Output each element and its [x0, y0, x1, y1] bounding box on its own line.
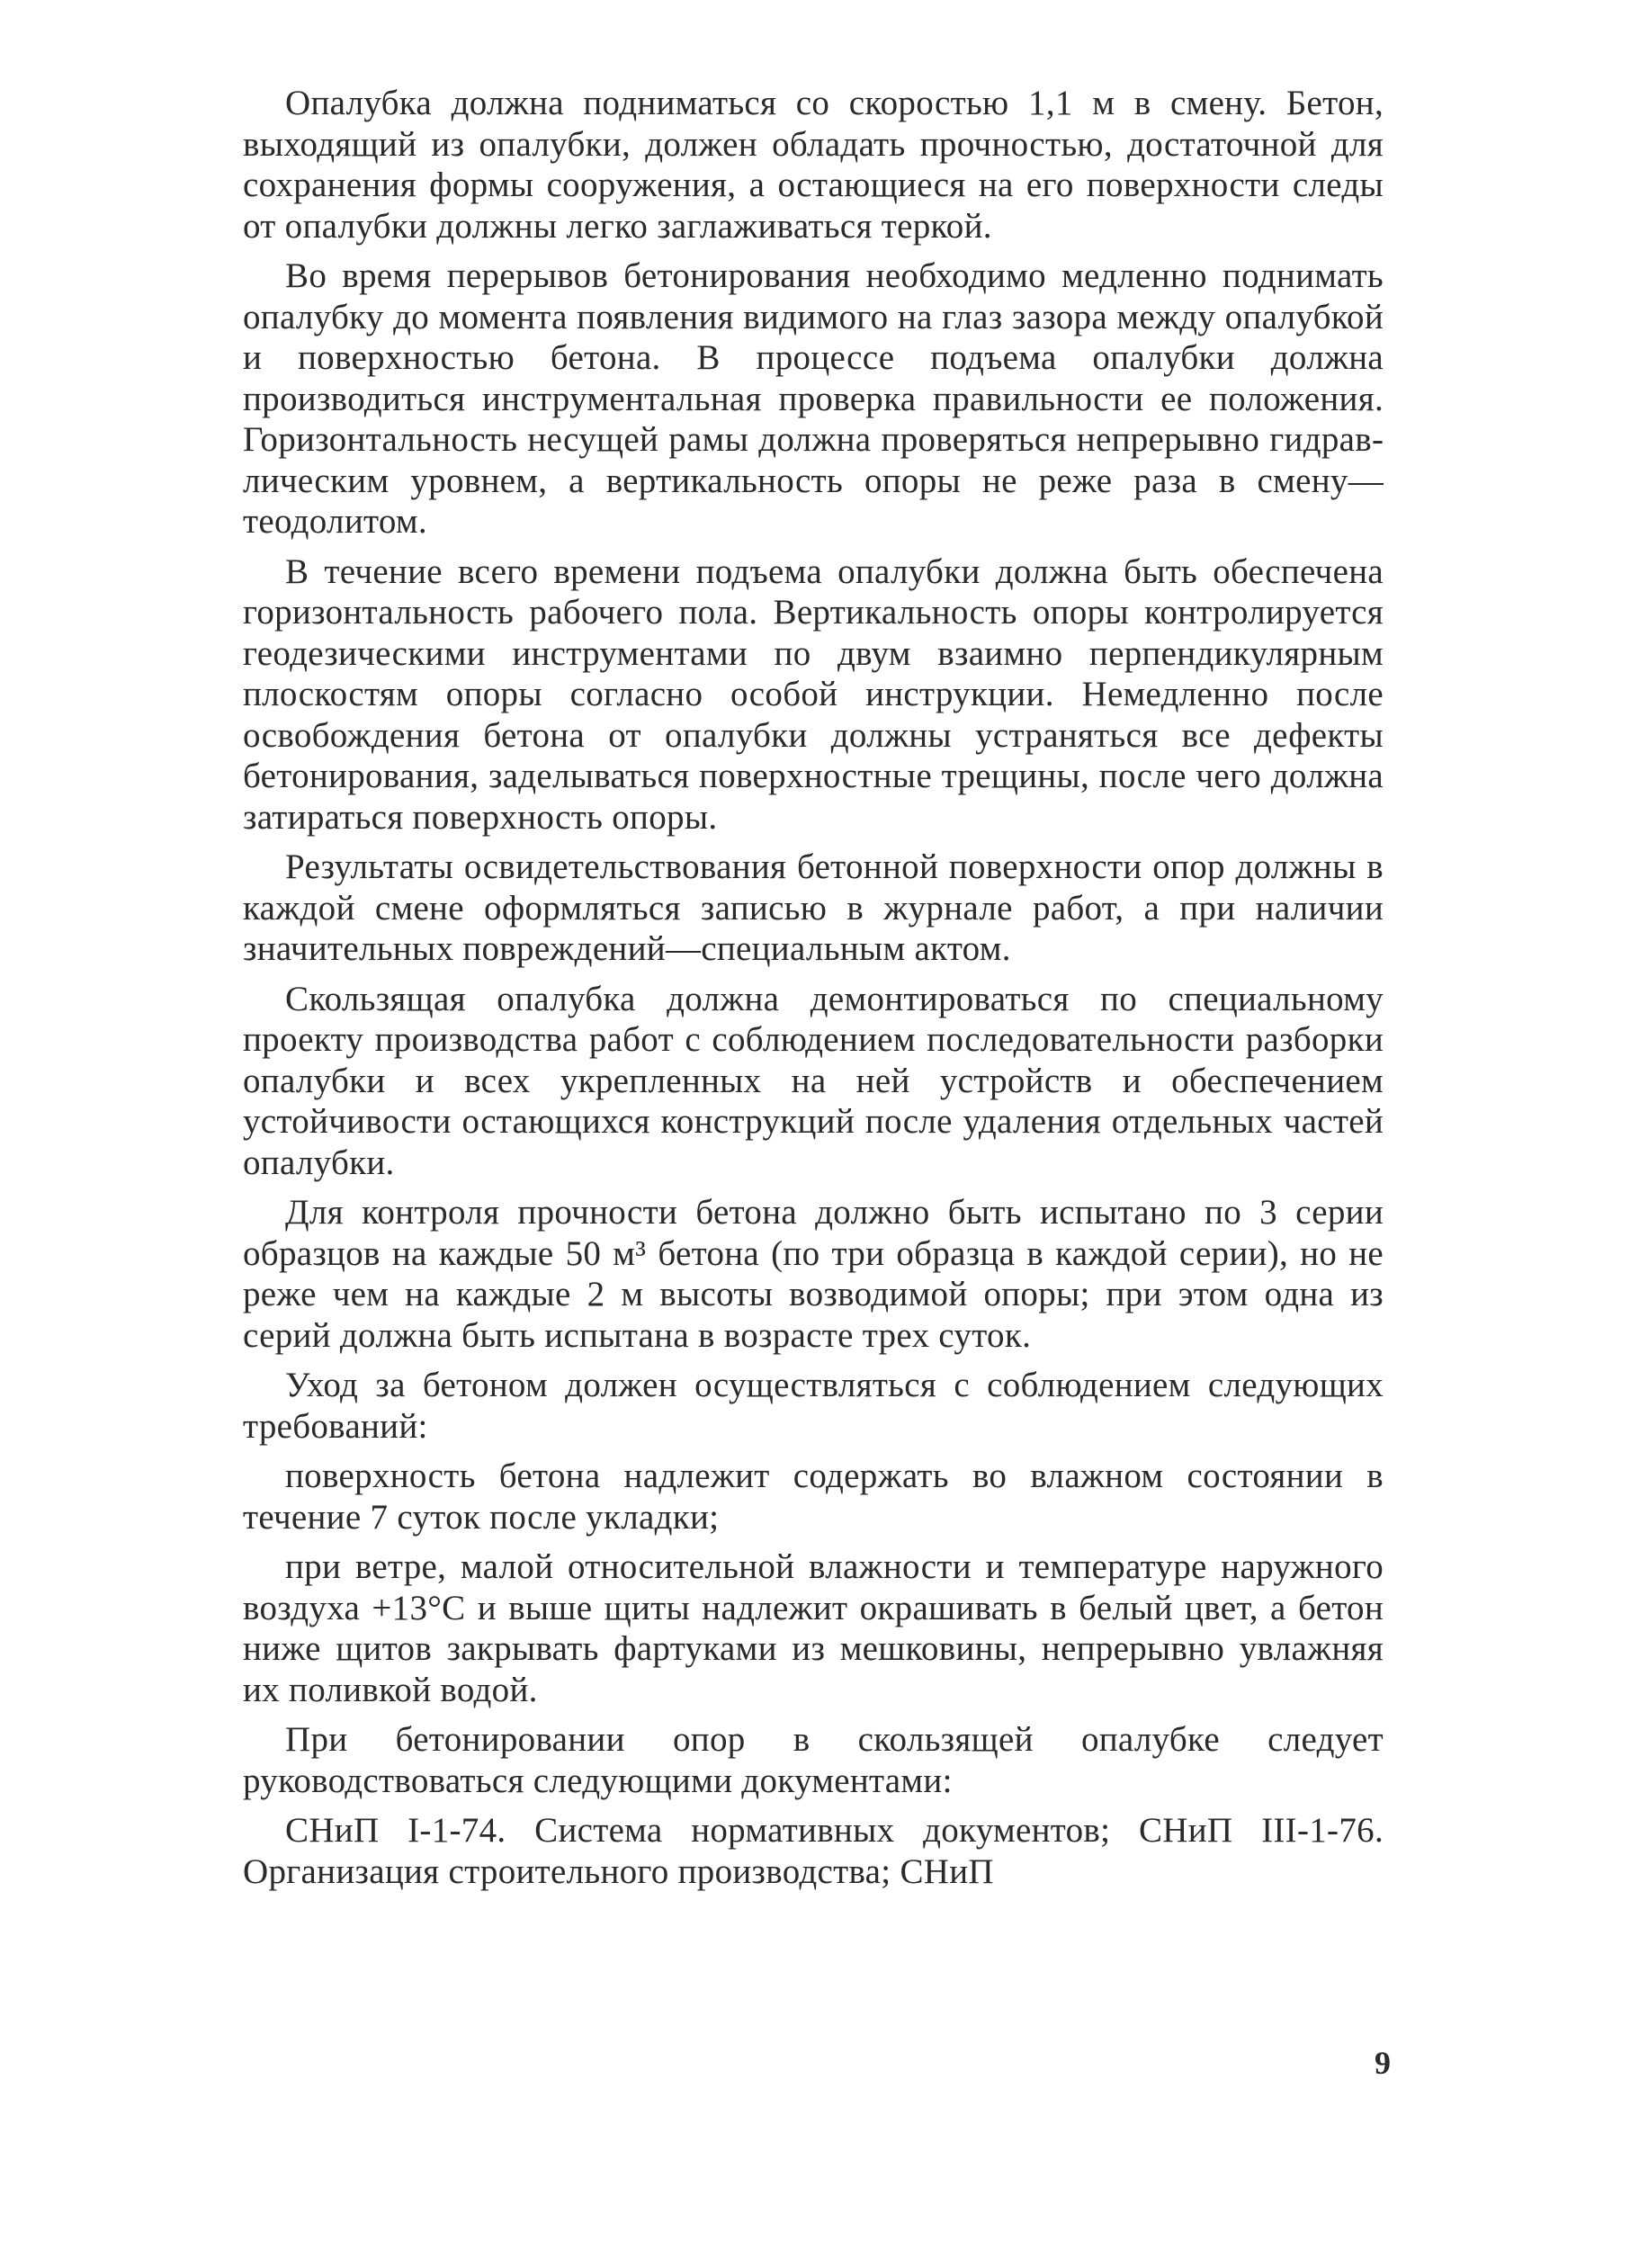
- page-number: 9: [1375, 2045, 1391, 2081]
- paragraph-inspection-results: Результаты освидетельствования бетонной поверхности опор должны в каждой смене оформляться записью в журнале работ, а при наличии значительных повреждений—специальным актом.: [243, 847, 1384, 968]
- paragraph-concrete-care: Уход за бетоном должен осуществляться с соблюдением следующих требований:: [243, 1366, 1384, 1446]
- paragraph-wind-conditions: при ветре, малой относительной влажности и температуре наружного воздуха +13°С и выше щиты надлежит окрашивать в белый цвет, а бетон ниже щитов закрывать фартуками из мешковины, непрерывно увлажняя их поливкой водой.: [243, 1547, 1384, 1709]
- paragraph-snip-references: СНиП I-1-74. Система нормативных документов; СНиП III-1-76. Организация строительного производства; СНиП: [243, 1811, 1384, 1891]
- body-text: [243, 83, 1384, 1892]
- paragraph-formwork-speed: Опалубка должна подниматься со скоростью 1,1 м в смену. Бетон, выходящий из опалубки, должен обладать прочностью, достаточной для сохранения формы сооружения, а остающиеся на его поверхности следы от опалубки должны легко заглаживаться теркой.: [243, 84, 1384, 246]
- paragraph-concreting-breaks: Во время перерывов бетонирования необходимо медленно поднимать опалубку до момента появления видимого на глаз зазора между опалубкой и поверхностью бетона. В процессе подъема опалубки должна производиться инструментальная проверка правильности ее положения. Горизонтальность несущей рамы должна проверяться непрерывно гидравлическим уровнем, а вертикальность опоры не реже раза в смену—теодолитом.: [243, 256, 1384, 541]
- paragraph-floor-horizontality: В течение всего времени подъема опалубки должна быть обеспечена горизонтальность рабочего пола. Вертикальность опоры контролируется геодезическими инструментами по двум взаимно перпендикулярным плоскостям опоры согласно особой инструкции. Немедленно после освобождения бетона от опалубки должны устраняться все дефекты бетонирования, заделываться поверхностные трещины, после чего должна затираться поверхность опоры.: [243, 551, 1384, 837]
- paragraph-strength-control: [243, 1192, 1384, 1365]
- strength-control-text: Для контроля прочности бетона должно быть испытано по 3 серии образцов на каждые 50 м³ бетона (по три образца в каждой серии), но не реже чем на каждые 2 м высоты возводимой опоры; при этом одна из серий должна быть испытана в возрасте трех суток.: [243, 1193, 1384, 1355]
- paragraph-sliding-formwork-docs: При бетонировании опор в скользящей опалубке следует руководствоваться следующими документами:: [243, 1720, 1384, 1800]
- paragraph-surface-moisture: поверхность бетона надлежит содержать во влажном состоянии в течение 7 суток после укладки;: [243, 1457, 1384, 1537]
- paragraph-formwork-dismantling: Скользящая опалубка должна демонтироваться по специальному проекту производства работ с соблюдением последовательности разборки опалубки и всех укрепленных на ней устройств и обеспечением устойчивости остающихся конструкций после удаления отдельных частей опалубки.: [243, 979, 1384, 1182]
